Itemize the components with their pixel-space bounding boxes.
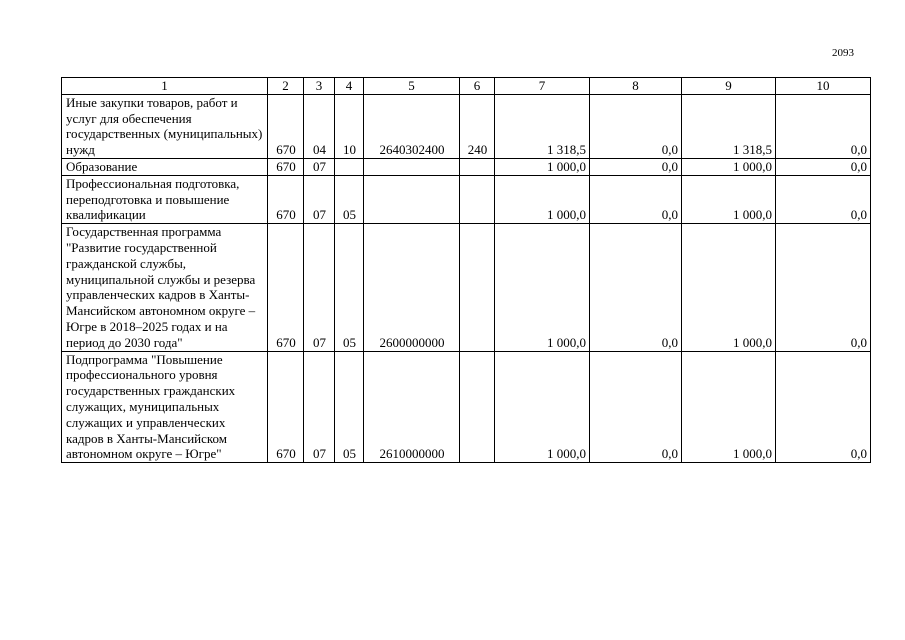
- cell-amount: 0,0: [590, 158, 682, 175]
- cell-amount: 0,0: [776, 158, 871, 175]
- table-row: [62, 224, 871, 351]
- cell-expense-type: 240: [460, 94, 495, 158]
- column-header: 3: [304, 78, 335, 95]
- cell-admin-code: 670: [268, 224, 304, 351]
- column-header: 7: [495, 78, 590, 95]
- cell-amount: 1 000,0: [495, 158, 590, 175]
- row-name: Иные закупки товаров, работ и услуг для обеспечения государственных (муниципальных) нужд: [62, 94, 268, 158]
- cell-amount: 0,0: [590, 175, 682, 223]
- row-name: Профессиональная подготовка, переподготовка и повышение квалификации: [62, 175, 268, 223]
- row-name: Образование: [62, 158, 268, 175]
- row-name: Подпрограмма "Повышение профессионального уровня государственных гражданских служащих, муниципальных служащих и управленческих кадров в Ханты-Мансийском автономном округе – Югре": [62, 351, 268, 463]
- cell-admin-code: 670: [268, 175, 304, 223]
- cell-amount: 1 000,0: [682, 175, 776, 223]
- cell-amount: 0,0: [776, 94, 871, 158]
- cell-amount: 0,0: [776, 224, 871, 351]
- cell-expense-type: [460, 175, 495, 223]
- cell-section: 07: [304, 175, 335, 223]
- cell-amount: 0,0: [590, 94, 682, 158]
- table-header-row: [62, 78, 871, 95]
- table-row: [62, 351, 871, 463]
- cell-amount: 1 318,5: [495, 94, 590, 158]
- cell-amount: 1 000,0: [495, 175, 590, 223]
- cell-subsection: 10: [335, 94, 364, 158]
- cell-amount: 0,0: [590, 224, 682, 351]
- table-row: [62, 94, 871, 158]
- column-header: 10: [776, 78, 871, 95]
- column-header: 6: [460, 78, 495, 95]
- cell-amount: 0,0: [776, 175, 871, 223]
- cell-target-code: 2600000000: [364, 224, 460, 351]
- cell-subsection: 05: [335, 224, 364, 351]
- cell-target-code: 2610000000: [364, 351, 460, 463]
- cell-target-code: [364, 175, 460, 223]
- cell-section: 07: [304, 351, 335, 463]
- cell-amount: 1 000,0: [682, 224, 776, 351]
- cell-subsection: 05: [335, 351, 364, 463]
- column-header: 1: [62, 78, 268, 95]
- cell-admin-code: 670: [268, 94, 304, 158]
- cell-amount: 1 000,0: [495, 224, 590, 351]
- column-header: 4: [335, 78, 364, 95]
- page-number: 2093: [832, 47, 854, 59]
- column-header: 8: [590, 78, 682, 95]
- row-name: Государственная программа "Развитие государственной гражданской службы, муниципальной службы и резерва управленческих кадров в Ханты-Мансийском автономном округе – Югре в 2018–2025 годах и на период до 2030 года": [62, 224, 268, 351]
- cell-amount: 1 318,5: [682, 94, 776, 158]
- cell-expense-type: [460, 351, 495, 463]
- cell-amount: 0,0: [776, 351, 871, 463]
- cell-expense-type: [460, 158, 495, 175]
- cell-admin-code: 670: [268, 158, 304, 175]
- cell-section: 04: [304, 94, 335, 158]
- column-header: 9: [682, 78, 776, 95]
- cell-expense-type: [460, 224, 495, 351]
- cell-target-code: 2640302400: [364, 94, 460, 158]
- table-row: [62, 158, 871, 175]
- cell-target-code: [364, 158, 460, 175]
- cell-admin-code: 670: [268, 351, 304, 463]
- cell-subsection: 05: [335, 175, 364, 223]
- cell-section: 07: [304, 158, 335, 175]
- cell-subsection: [335, 158, 364, 175]
- cell-amount: 1 000,0: [682, 158, 776, 175]
- cell-amount: 1 000,0: [682, 351, 776, 463]
- cell-amount: 0,0: [590, 351, 682, 463]
- cell-amount: 1 000,0: [495, 351, 590, 463]
- column-header: 2: [268, 78, 304, 95]
- table-row: [62, 175, 871, 223]
- budget-table: [61, 77, 871, 463]
- column-header: 5: [364, 78, 460, 95]
- cell-section: 07: [304, 224, 335, 351]
